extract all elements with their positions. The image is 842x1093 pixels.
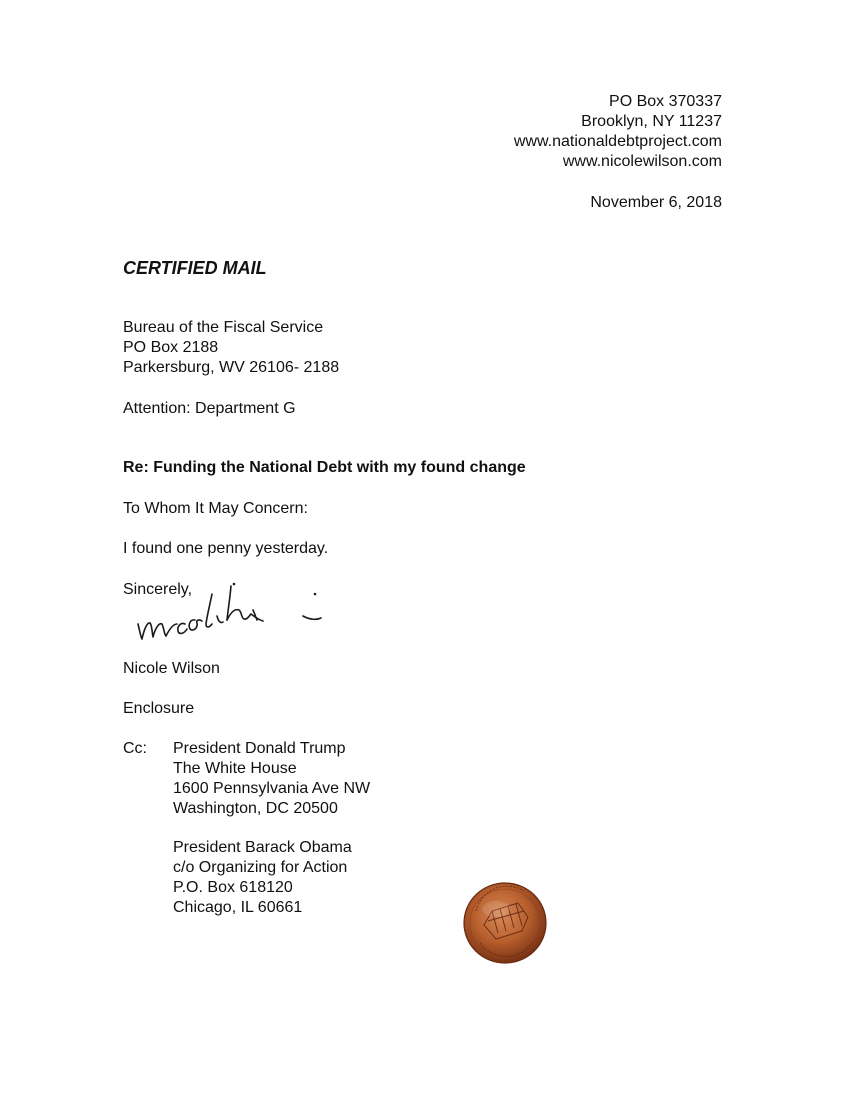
closing: Sincerely, (123, 581, 193, 598)
recipient-address-line: PO Box 2188 (123, 339, 219, 356)
attention-line: Attention: Department G (123, 400, 296, 417)
recipient-address-line: Parkersburg, WV 26106- 2188 (123, 359, 340, 376)
enclosure-note: Enclosure (123, 700, 195, 717)
cc-recipient-line: P.O. Box 618120 (173, 879, 293, 896)
cc-recipient (173, 739, 370, 819)
signer-name: Nicole Wilson (123, 660, 220, 677)
recipient-address (123, 318, 339, 378)
subject-line: Re: Funding the National Debt with my found change (123, 459, 526, 476)
cc-recipient-line: 1600 Pennsylvania Ave NW (173, 780, 371, 797)
handwritten-signature (135, 572, 335, 644)
cc-recipient-line: President Donald Trump (173, 740, 346, 757)
cc-recipient-line: The White House (173, 760, 297, 777)
letter-body: I found one penny yesterday. (123, 540, 329, 557)
letter-date: November 6, 2018 (590, 194, 722, 211)
sender-address-line: PO Box 370337 (609, 93, 722, 110)
cc-recipient-line: President Barack Obama (173, 839, 352, 856)
sender-website-line: www.nicolewilson.com (562, 153, 722, 170)
cc-label: Cc: (123, 740, 147, 757)
sender-address-line: Brooklyn, NY 11237 (581, 113, 722, 130)
cc-recipient-line: Washington, DC 20500 (173, 800, 338, 817)
cc-recipient (173, 838, 352, 918)
salutation: To Whom It May Concern: (123, 500, 308, 517)
cc-recipient-line: c/o Organizing for Action (173, 859, 348, 876)
cc-recipient-line: Chicago, IL 60661 (173, 899, 303, 916)
delivery-method-heading: CERTIFIED MAIL (123, 258, 267, 278)
sender-address (514, 92, 722, 172)
sender-website-line: www.nationaldebtproject.com (513, 133, 722, 150)
recipient-address-line: Bureau of the Fiscal Service (123, 319, 324, 336)
penny-coin-image (462, 881, 548, 965)
